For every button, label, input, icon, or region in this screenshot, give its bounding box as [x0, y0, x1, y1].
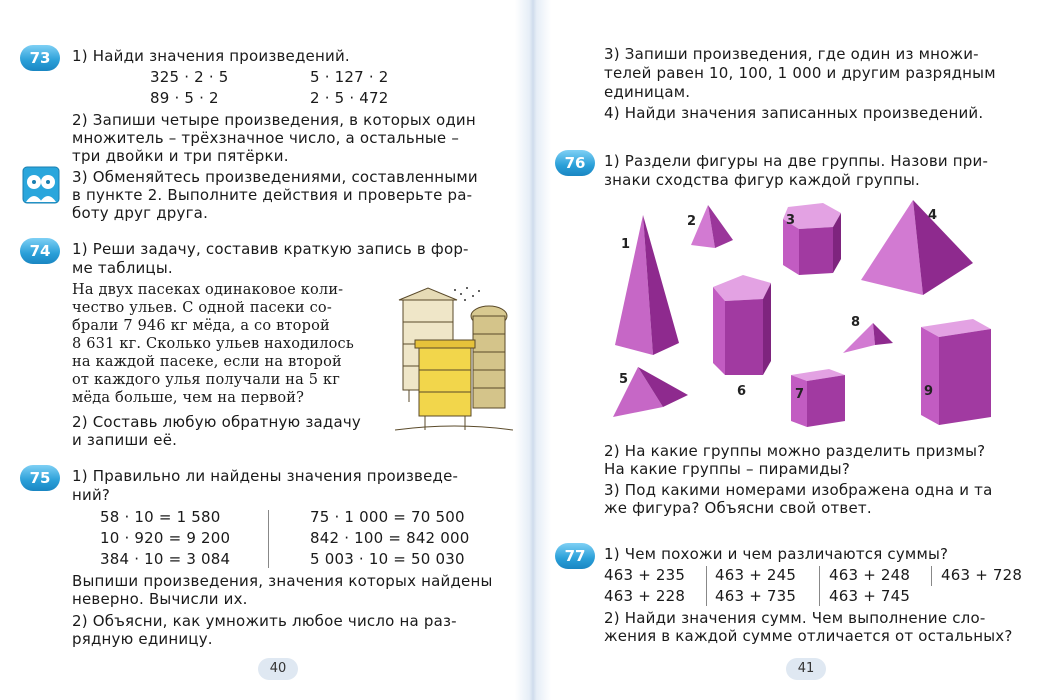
task77-sum-r1c4: 463 + 728 — [941, 566, 1023, 584]
task73-expr-b2: 2 · 5 · 472 — [310, 89, 389, 107]
task73-p2-line2: множитель – трёхзначное число, а остальные – — [72, 129, 460, 147]
task76-line1: 1) Раздели фигуры на две группы. Назови при- — [604, 152, 989, 170]
task75-expr-a3: 384 · 10 = 3 084 — [100, 550, 231, 568]
task73-p3-line3: боту друг друга. — [72, 204, 209, 222]
task73-p3-line2: в пункте 2. Выполните действия и проверьте ра- — [72, 186, 473, 204]
task75-p2-line2: рядную единицу. — [72, 630, 213, 648]
geometric-shapes-figure — [603, 195, 1023, 430]
cont-line2: телей равен 10, 100, 1 000 и другим разрядным — [604, 64, 996, 82]
shape-label-9: 9 — [924, 384, 934, 399]
task74-story-line5: на каждой пасеке, если на второй — [72, 354, 342, 370]
shape-label-7: 7 — [795, 387, 805, 402]
task77-line1: 1) Чем похожи и чем различаются суммы? — [604, 545, 949, 563]
task74-story-line7: мёда больше, чем на первой? — [72, 390, 305, 406]
shape-label-3: 3 — [786, 213, 796, 228]
task77-sum-r1c3: 463 + 248 — [829, 566, 911, 584]
task73-expr-a1: 325 · 2 · 5 — [150, 68, 229, 86]
task77-sum-r2c2: 463 + 735 — [715, 587, 797, 605]
shape-4-pyramid — [861, 200, 973, 295]
shape-6-pentagonal-prism — [713, 275, 771, 375]
task-badge-73: 73 — [20, 45, 60, 71]
task75-expr-a2: 10 · 920 = 9 200 — [100, 529, 231, 547]
task75-expr-b2: 842 · 100 = 842 000 — [310, 529, 470, 547]
task74-story-line4: 8 631 кг. Сколько ульев находилось — [72, 336, 354, 352]
shape-label-6: 6 — [737, 384, 747, 399]
task75-line1: 1) Правильно ли найдены значения произведе- — [72, 467, 459, 485]
task73-line1: 1) Найди значения произведений. — [72, 47, 350, 65]
page-number-left: 40 — [258, 658, 298, 680]
cont-line1: 3) Запиши произведения, где один из множи- — [604, 45, 979, 63]
task-badge-74: 74 — [20, 238, 60, 264]
task76-line2: знаки сходства фигур каждой группы. — [604, 171, 920, 189]
task74-story-line2: чество ульев. С одной пасеки со- — [72, 300, 332, 316]
task77-divider-3 — [931, 566, 932, 586]
task73-p3-line1: 3) Обменяйтесь произведениями, составленными — [72, 168, 478, 186]
task75-expr-a1: 58 · 10 = 1 580 — [100, 508, 221, 526]
cont-line4: 4) Найди значения записанных произведений. — [604, 104, 984, 122]
task76-q3-line2: же фигура? Объясни свой ответ. — [604, 499, 872, 517]
shape-1-pyramid — [615, 215, 679, 355]
task77-p2-line1: 2) Найди значения сумм. Чем выполнение сло- — [604, 609, 986, 627]
task74-p2-line1: 2) Составь любую обратную задачу — [72, 413, 362, 431]
shape-label-8: 8 — [851, 315, 861, 330]
task74-line1: 1) Реши задачу, составив краткую запись в фор- — [72, 240, 469, 258]
task75-write-line2: неверно. Вычисли их. — [72, 590, 248, 608]
shape-9-prism — [921, 319, 991, 425]
task-badge-76: 76 — [555, 150, 595, 176]
task76-q2-line1: 2) На какие группы можно разделить призмы? — [604, 442, 986, 460]
task73-p2-line1: 2) Запиши четыре произведения, в которых один — [72, 111, 476, 129]
task75-expr-b3: 5 003 · 10 = 50 030 — [310, 550, 465, 568]
task74-p2-line2: и запиши её. — [72, 431, 178, 449]
task-badge-75: 75 — [20, 465, 60, 491]
right-page — [543, 0, 1063, 700]
task74-story-line6: от каждого улья получали на 5 кг — [72, 372, 341, 388]
task77-p2-line2: жения в каждой сумме отличается от остальных? — [604, 627, 1013, 645]
task74-line2: ме таблицы. — [72, 259, 173, 277]
task74-story-line1: На двух пасеках одинаковое коли- — [72, 282, 344, 298]
cont-line3: единицам. — [604, 83, 691, 101]
shape-label-4: 4 — [928, 208, 938, 223]
task75-write-line1: Выпиши произведения, значения которых найдены — [72, 572, 493, 590]
task77-divider-2 — [819, 566, 820, 606]
page-number-right: 41 — [786, 658, 826, 680]
task74-story-line3: брали 7 946 кг мёда, а со второй — [72, 318, 330, 334]
task76-q2-line2: На какие группы – пирамиды? — [604, 460, 850, 478]
task75-expr-b1: 75 · 1 000 = 70 500 — [310, 508, 465, 526]
shape-2-pyramid — [691, 205, 733, 248]
task73-p2-line3: три двойки и три пятёрки. — [72, 147, 289, 165]
task-badge-77: 77 — [555, 543, 595, 569]
task76-q3-line1: 3) Под какими номерами изображена одна и та — [604, 481, 993, 499]
task75-line2: ний? — [72, 486, 111, 504]
task75-p2-line1: 2) Объясни, как умножить любое число на раз- — [72, 612, 457, 630]
task73-expr-a2: 89 · 5 · 2 — [150, 89, 219, 107]
task73-expr-b1: 5 · 127 · 2 — [310, 68, 389, 86]
task77-sum-r1c1: 463 + 235 — [604, 566, 686, 584]
task75-divider — [268, 510, 269, 568]
task77-sum-r1c2: 463 + 245 — [715, 566, 797, 584]
shape-label-1: 1 — [621, 237, 631, 252]
task77-sum-r2c3: 463 + 745 — [829, 587, 911, 605]
beehives-illustration — [395, 282, 513, 434]
shape-label-2: 2 — [687, 214, 697, 229]
pair-work-icon — [22, 166, 60, 204]
task77-divider-1 — [706, 566, 707, 606]
shape-label-5: 5 — [619, 372, 629, 387]
left-page — [0, 0, 520, 700]
task77-sum-r2c1: 463 + 228 — [604, 587, 686, 605]
